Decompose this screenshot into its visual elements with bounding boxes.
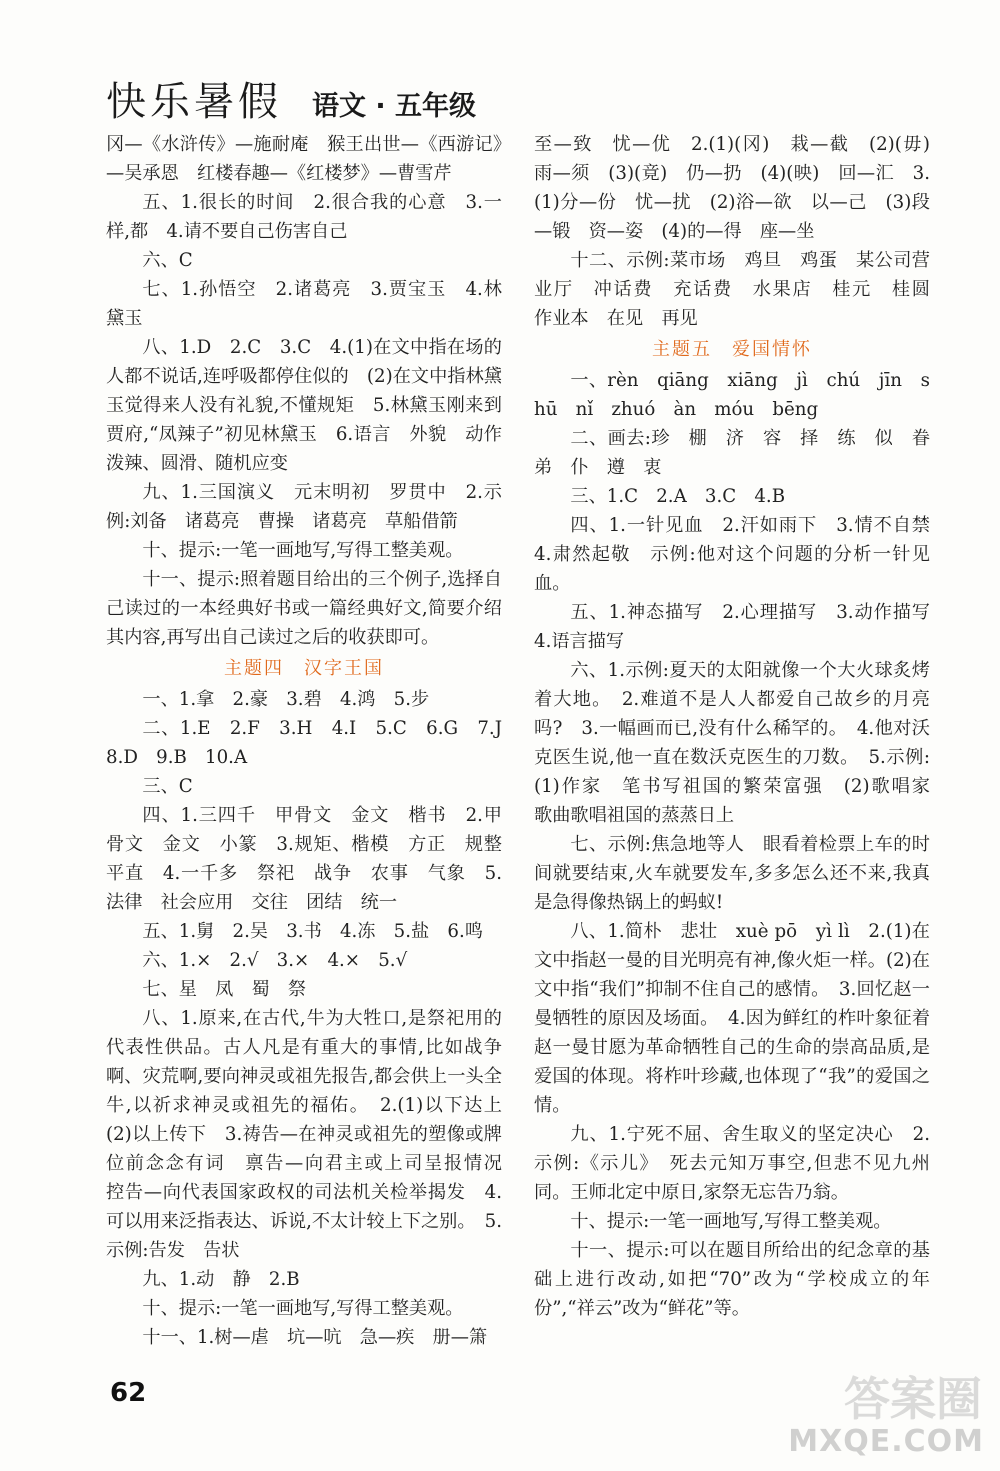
answer-paragraph: 四、1.一针见血 2.汗如雨下 3.情不自禁 4.肃然起敬 示例:他对这个问题的分析一针见血。 <box>534 515 949 594</box>
answer-paragraph: 四、1.三四千 甲骨文 金文 楷书 2.甲骨文 金文 小篆 3.规矩、楷模 方正 规整平直 4.一千多 祭祀 战争 农事 气象 5.法律 社会应用 交往 团结 统一 <box>106 805 502 913</box>
answer-paragraph: 九、1.宁死不屈、舍生取义的坚定决心 2.示例:《示儿》 死去元知万事空,但悲不见九州同。王师北定中原日,家祭无忘告乃翁。 <box>534 1124 930 1203</box>
answer-paragraph: 十二、示例:菜市场 鸡旦 鸡蛋 某公司营业厅 冲话费 充话费 水果店 桂元 桂圆 作业本 在见 再见 <box>534 250 949 329</box>
right-answer-column <box>534 130 949 1323</box>
watermark-logo <box>748 1363 988 1459</box>
answer-paragraph: 十、提示:一笔一画地写,写得工整美观。 <box>142 1298 464 1319</box>
answer-paragraph: 十、提示:一笔一画地写,写得工整美观。 <box>570 1211 892 1232</box>
answer-paragraph: 八、1.简朴 悲壮 xuè pō yì lì 2.(1)在文中指赵一曼的目光明亮有神,像火炬一样。(2)在文中指“我们”抑制不住自己的感情。 3.回忆赵一曼牺牲的原因及场面。 4.因为鲜红的柞叶象征着赵一曼甘愿为革命牺牲自己的生命的崇高品质,是爱国的体现。将柞叶珍藏,也体现了“我”的爱国之情。 <box>534 921 930 1116</box>
left-answer-column <box>106 130 521 1352</box>
answer-paragraph: 二、1.E 2.F 3.H 4.I 5.C 6.G 7.J 8.D 9.B 10.A <box>106 718 521 768</box>
section-title: 主题四 汉字王国 <box>224 658 384 679</box>
answer-paragraph: 八、1.原来,在古代,牛为大牲口,是祭祀用的代表性供品。古人凡是有重大的事情,比如战争啊、灾荒啊,要向神灵或祖先报告,都会供上一头全牛,以祈求神灵或祖先的福佑。 2.(1)以下达上 (2)以上传下 3.祷告—在神灵或祖先的塑像或牌位前念念有词 禀告—向君主或上司呈报情况 控告—向代表国家政权的司法机关检举揭发 4.可以用来泛指表达、诉说,不太计较上下之别。 5.示例:告发 告状 <box>106 1008 521 1261</box>
answer-paragraph: 至—致 忧—优 2.(1)(冈) 栽—截 (2)(毋) 雨—须 (3)(竟) 仍—扔 (4)(映) 回—汇 3.(1)分—份 忧—扰 (2)浴—欲 以—己 (3)段—锻 资—姿 (4)的—得 座—坐 <box>534 134 949 242</box>
answer-paragraph: 九、1.动 静 2.B <box>142 1269 300 1290</box>
book-title: 快乐暑假 <box>106 79 282 125</box>
answer-paragraph: 六、1.示例:夏天的太阳就像一个大火球炙烤着大地。 2.难道不是人人都爱自己故乡的月亮吗? 3.一幅画而已,没有什么稀罕的。 4.他对沃克医生说,他一直在数沃克医生的刀数。 5.示例:(1)作家 笔书写祖国的繁荣富强 (2)歌唱家 歌曲歌唱祖国的蒸蒸日上 <box>534 660 949 826</box>
watermark-glyphs: 答案圈 <box>844 1372 982 1426</box>
answer-paragraph: 冈—《水浒传》—施耐庵 猴王出世—《西游记》—吴承恩 红楼春趣—《红楼梦》—曹雪芹 <box>106 134 502 184</box>
answer-paragraph: 三、1.C 2.A 3.C 4.B <box>570 486 786 507</box>
answer-paragraph: 五、1.舅 2.吴 3.书 4.冻 5.盐 6.鸣 <box>142 921 483 942</box>
answer-paragraph: 五、1.很长的时间 2.很合我的心意 3.一样,都 4.请不要自己伤害自己 <box>106 192 502 242</box>
answer-paragraph: 三、C <box>142 776 193 797</box>
answer-paragraph: 六、1.× 2.√ 3.× 4.× 5.√ <box>142 950 408 971</box>
answer-paragraph: 七、示例:焦急地等人 眼看着检票上车的时间就要结束,火车就要发车,多多怎么还不来,我真是急得像热锅上的蚂蚁! <box>534 834 930 913</box>
answer-paragraph: 十一、1.树—虐 坑—吭 急—疾 册—箫 <box>142 1327 488 1348</box>
answer-paragraph: 八、1.D 2.C 3.C 4.(1)在文中指在场的人都不说话,连呼吸都停住似的 (2)在文中指林黛玉觉得来人没有礼貌,不懂规矩 5.林黛玉刚来到贾府,“凤辣子”初见林黛玉 6.语言 外貌 动作 泼辣、圆滑、随机应变 <box>106 337 521 474</box>
section-title: 主题五 爱国情怀 <box>652 339 812 360</box>
answer-paragraph: 六、C <box>142 250 193 271</box>
answer-paragraph: 二、画去:珍 棚 济 容 择 练 似 眷 弟 仆 遵 衷 <box>534 428 949 478</box>
answer-paragraph: 十一、提示:可以在题目所给出的纪念章的基础上进行改动,如把“70”改为“学校成立的年份”,“祥云”改为“鲜花”等。 <box>534 1240 930 1319</box>
answer-paragraph: 一、rèn qiāng xiāng jì chú jīn shū nǐ zhuó àn móu bēng <box>534 370 930 420</box>
answer-paragraph: 七、1.孙悟空 2.诸葛亮 3.贾宝玉 4.林黛玉 <box>106 279 502 329</box>
book-subtitle: 语文 · 五年级 <box>312 91 477 122</box>
answer-paragraph: 九、1.三国演义 元末明初 罗贯中 2.示例:刘备 诸葛亮 曹操 诸葛亮 草船借箭 <box>106 482 502 532</box>
answer-paragraph: 十、提示:一笔一画地写,写得工整美观。 <box>142 540 464 561</box>
page-header <box>106 70 476 127</box>
answer-paragraph: 一、1.拿 2.豪 3.碧 4.鸿 5.步 <box>142 689 430 710</box>
page-number: 62 <box>110 1378 147 1408</box>
watermark-url: MXQE.COM <box>788 1424 984 1459</box>
answer-paragraph: 七、星 凤 蜀 祭 <box>142 979 307 1000</box>
answer-paragraph: 十一、提示:照着题目给出的三个例子,选择自己读过的一本经典好书或一篇经典好文,简要介绍其内容,再写出自己读过之后的收获即可。 <box>106 569 502 648</box>
answer-paragraph: 五、1.神态描写 2.心理描写 3.动作描写 4.语言描写 <box>534 602 949 652</box>
